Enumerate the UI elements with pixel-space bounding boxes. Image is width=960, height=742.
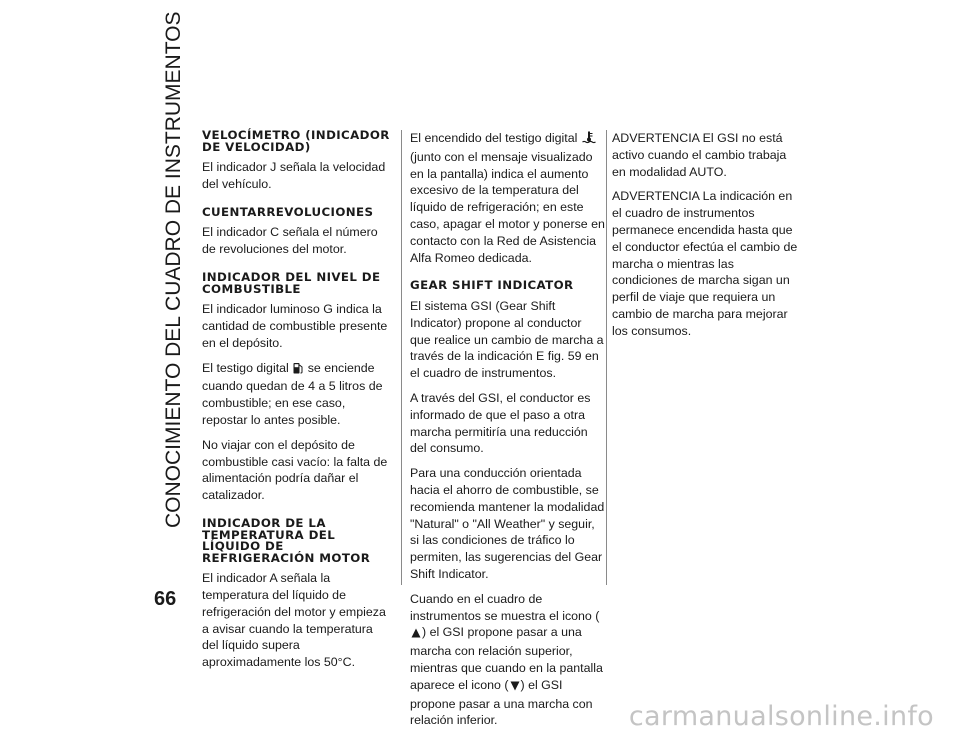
text-column-2 [410,130,605,737]
paragraph-gsi-2: A través del GSI, el conductor es informado de que el paso a otra marcha permitiría una reducción del consumo. [410,390,591,456]
page-number: 66 [154,588,177,610]
heading-nivel-combustible: INDICADOR DEL NIVEL DE COMBUSTIBLE [202,269,381,296]
heading-cuentarrevoluciones: CUENTARREVOLUCIONES [202,204,374,219]
paragraph-gsi-4-part-b: ) el GSI propone pasar a una marcha con relación superior, mientras que cuando en la pantalla aparece el icono ( [410,625,603,692]
column-divider [401,130,402,585]
coolant-temperature-icon [582,131,596,149]
text-column-3 [612,130,802,348]
paragraph-combustible-2-start: El testigo digital [202,360,289,375]
watermark-text: carmanualsonline.info [628,701,934,732]
paragraph-velocimetro: El indicador J señala la velocidad del vehículo. [202,160,386,191]
paragraph-advertencia-2: ADVERTENCIA La indicación en el cuadro de instrumentos permanece encendida hasta que el conductor efectúa el cambio de marcha o mientras las condiciones de marcha sigan un perfil de viaje que requiera un cambio de marcha para mejorar los consumos. [612,189,798,338]
paragraph-gsi-4 [410,591,605,729]
heading-velocimetro: VELOCÍMETRO (INDICADOR DE VELOCIDAD) [202,128,390,154]
text-column-1 [202,130,392,679]
paragraph-gsi-1: El sistema GSI (Gear Shift Indicator) propone al conductor que realice un cambio de marcha a través de la indicación E fig. 59 en el cuadro de instrumentos. [410,298,604,381]
side-chapter-title: CONOCIMIENTO DEL CUADRO DE INSTRUMENTOS [162,11,185,528]
shift-up-icon [411,626,421,643]
fuel-pump-icon [293,362,303,379]
paragraph-combustible-2 [202,360,392,429]
paragraph-combustible-2-end: se enciende cuando quedan de 4 a 5 litros de combustible; en ese caso, repostar lo antes posible. [202,360,383,427]
paragraph-testigo-temperatura [410,130,605,266]
paragraph-gsi-4-part-c: ) el GSI propone pasar a una marcha con relación inferior. [410,677,593,728]
paragraph-temperatura: El indicador A señala la temperatura del líquido de refrigeración del motor y empieza a avisar cuando la temperatura del líquido supera aproximadamente los 50°C. [202,571,386,670]
heading-gear-shift-indicator: GEAR SHIFT INDICATOR [410,278,574,293]
shift-down-icon [510,679,520,696]
paragraph-testigo-end: (junto con el mensaje visualizado en la pantalla) indica el aumento excesivo de la temperatura del líquido de refrigeración; en este caso, apagar el motor y ponerse en contacto con la Red de Asistencia Alfa Romeo dedicada. [410,149,605,265]
paragraph-testigo-start: El encendido del testigo digital [410,131,578,145]
column-divider [606,130,607,585]
paragraph-combustible-1: El indicador luminoso G indica la cantidad de combustible presente en el depósito. [202,302,388,350]
paragraph-gsi-4-part-a: Cuando en el cuadro de instrumentos se muestra el icono ( [410,591,600,623]
paragraph-gsi-3: Para una conducción orientada hacia el ahorro de combustible, se recomienda mantener la modalidad "Natural" o "All Weather" y seguir, si las condiciones de tráfico lo permiten, las sugerencias del Gear Shift Indicator. [410,466,605,581]
paragraph-cuentarrevoluciones: El indicador C señala el número de revoluciones del motor. [202,225,378,257]
paragraph-combustible-3: No viajar con el depósito de combustible casi vacío: la falta de alimentación podría dañar el catalizador. [202,437,388,503]
heading-temperatura-refrigeracion: INDICADOR DE LA TEMPERATURA DEL LÍQUIDO DE REFRIGERACIÓN MOTOR [202,515,371,565]
paragraph-advertencia-1: ADVERTENCIA El GSI no está activo cuando el cambio trabaja en modalidad AUTO. [612,131,787,179]
